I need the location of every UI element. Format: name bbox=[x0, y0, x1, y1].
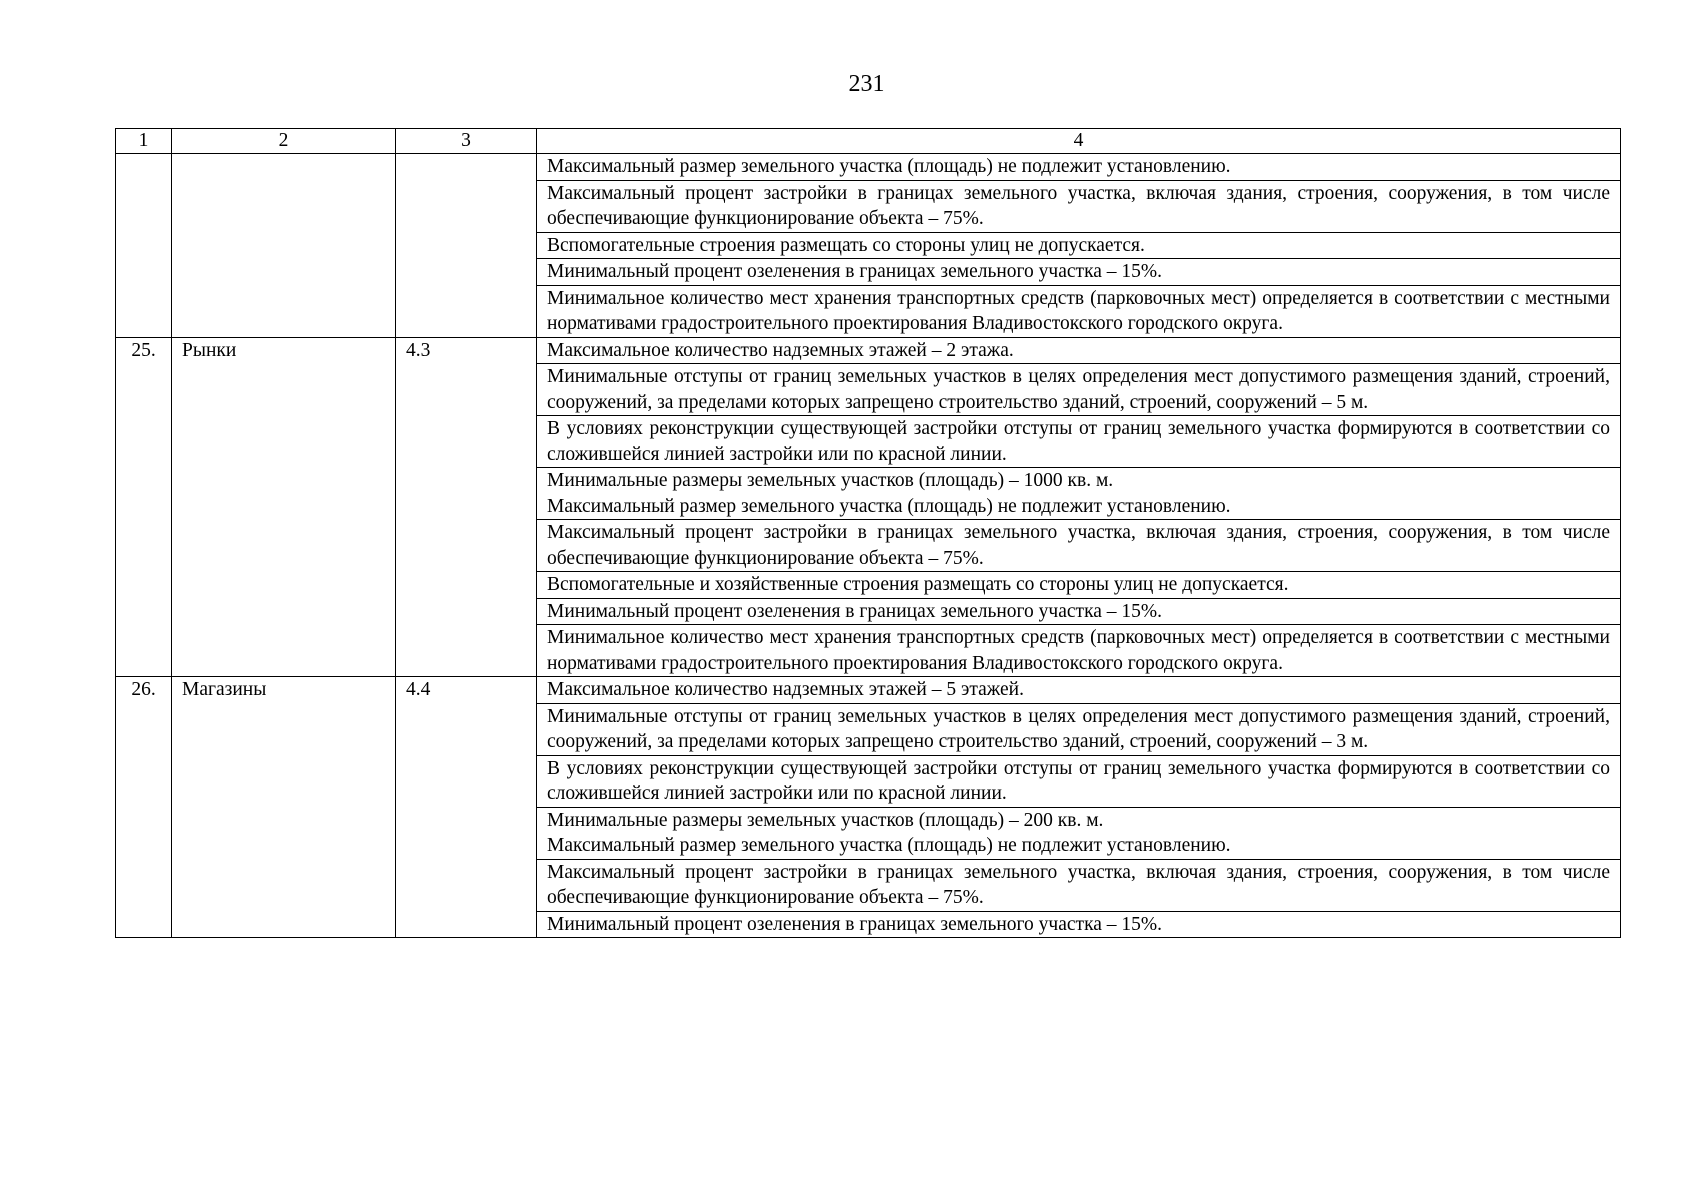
parameter-cell: Максимальный процент застройки в границах земельного участка, включая здания, строения, сооружения, в том числе обеспечивающие функционирование объекта – 75%. bbox=[537, 859, 1621, 911]
parameter-cell: Максимальное количество надземных этажей – 5 этажей. bbox=[537, 677, 1621, 704]
header-col-2: 2 bbox=[172, 129, 396, 154]
page-number: 231 bbox=[848, 71, 885, 97]
table-header-row bbox=[116, 129, 1621, 154]
use-type-name: Магазины bbox=[172, 677, 396, 938]
header-col-3: 3 bbox=[396, 129, 537, 154]
parameter-cell: Минимальное количество мест хранения транспортных средств (парковочных мест) определяется в соответствии с местными нормативами градостроительного проектирования Владивостокского городского округа. bbox=[537, 625, 1621, 677]
parameter-cell: В условиях реконструкции существующей застройки отступы от границ земельного участка формируются в соответствии со сложившейся линией застройки или по красной линии. bbox=[537, 416, 1621, 468]
parameter-cell: Минимальный процент озеленения в границах земельного участка – 15%. bbox=[537, 911, 1621, 938]
parameter-cell: Минимальное количество мест хранения транспортных средств (парковочных мест) определяется в соответствии с местными нормативами градостроительного проектирования Владивостокского городского округа. bbox=[537, 285, 1621, 337]
parameter-cell: В условиях реконструкции существующей застройки отступы от границ земельного участка формируются в соответствии со сложившейся линией застройки или по красной линии. bbox=[537, 755, 1621, 807]
parameter-cell: Минимальные отступы от границ земельных участков в целях определения мест допустимого размещения зданий, строений, сооружений, за пределами которых запрещено строительство зданий, строений, сооружений – 5 м. bbox=[537, 364, 1621, 416]
parameter-cell: Максимальное количество надземных этажей – 2 этажа. bbox=[537, 337, 1621, 364]
use-type-name: Рынки bbox=[172, 337, 396, 677]
parameter-line: Максимальный размер земельного участка (площадь) не подлежит установлению. bbox=[547, 835, 1231, 856]
parameter-cell: Вспомогательные строения размещать со стороны улиц не допускается. bbox=[537, 232, 1621, 259]
use-type-name bbox=[172, 154, 396, 338]
parameter-line: Максимальный размер земельного участка (площадь) не подлежит установлению. bbox=[547, 495, 1231, 517]
parameter-cell: Максимальный процент застройки в границах земельного участка, включая здания, строения, сооружения, в том числе обеспечивающие функционирование объекта – 75%. bbox=[537, 180, 1621, 232]
parameter-cell: Минимальный процент озеленения в границах земельного участка – 15%. bbox=[537, 598, 1621, 625]
parameter-line: Минимальные размеры земельных участков (площадь) – 200 кв. м. bbox=[547, 809, 1104, 831]
header-col-4: 4 bbox=[537, 129, 1621, 154]
row-number: 26. bbox=[116, 677, 172, 938]
table-row bbox=[116, 154, 1621, 181]
parameter-cell: Максимальный процент застройки в границах земельного участка, включая здания, строения, сооружения, в том числе обеспечивающие функционирование объекта – 75%. bbox=[537, 520, 1621, 572]
row-number: 25. bbox=[116, 337, 172, 677]
regulations-table bbox=[115, 128, 1621, 938]
table-row bbox=[116, 337, 1621, 364]
parameter-cell: Вспомогательные и хозяйственные строения размещать со стороны улиц не допускается. bbox=[537, 572, 1621, 599]
parameter-cell: Максимальный размер земельного участка (площадь) не подлежит установлению. bbox=[537, 154, 1621, 181]
use-type-code: 4.4 bbox=[396, 677, 537, 938]
header-col-1: 1 bbox=[116, 129, 172, 154]
parameter-line: Минимальные размеры земельных участков (площадь) – 1000 кв. м. bbox=[547, 470, 1114, 491]
parameter-cell: Минимальные отступы от границ земельных участков в целях определения мест допустимого размещения зданий, строений, сооружений, за пределами которых запрещено строительство зданий, строений, сооружений – 3 м. bbox=[537, 703, 1621, 755]
parameter-cell bbox=[537, 807, 1621, 859]
row-number bbox=[116, 154, 172, 338]
parameter-cell bbox=[537, 468, 1621, 520]
use-type-code bbox=[396, 154, 537, 338]
use-type-code: 4.3 bbox=[396, 337, 537, 677]
table-row bbox=[116, 677, 1621, 704]
parameter-cell: Минимальный процент озеленения в границах земельного участка – 15%. bbox=[537, 259, 1621, 286]
